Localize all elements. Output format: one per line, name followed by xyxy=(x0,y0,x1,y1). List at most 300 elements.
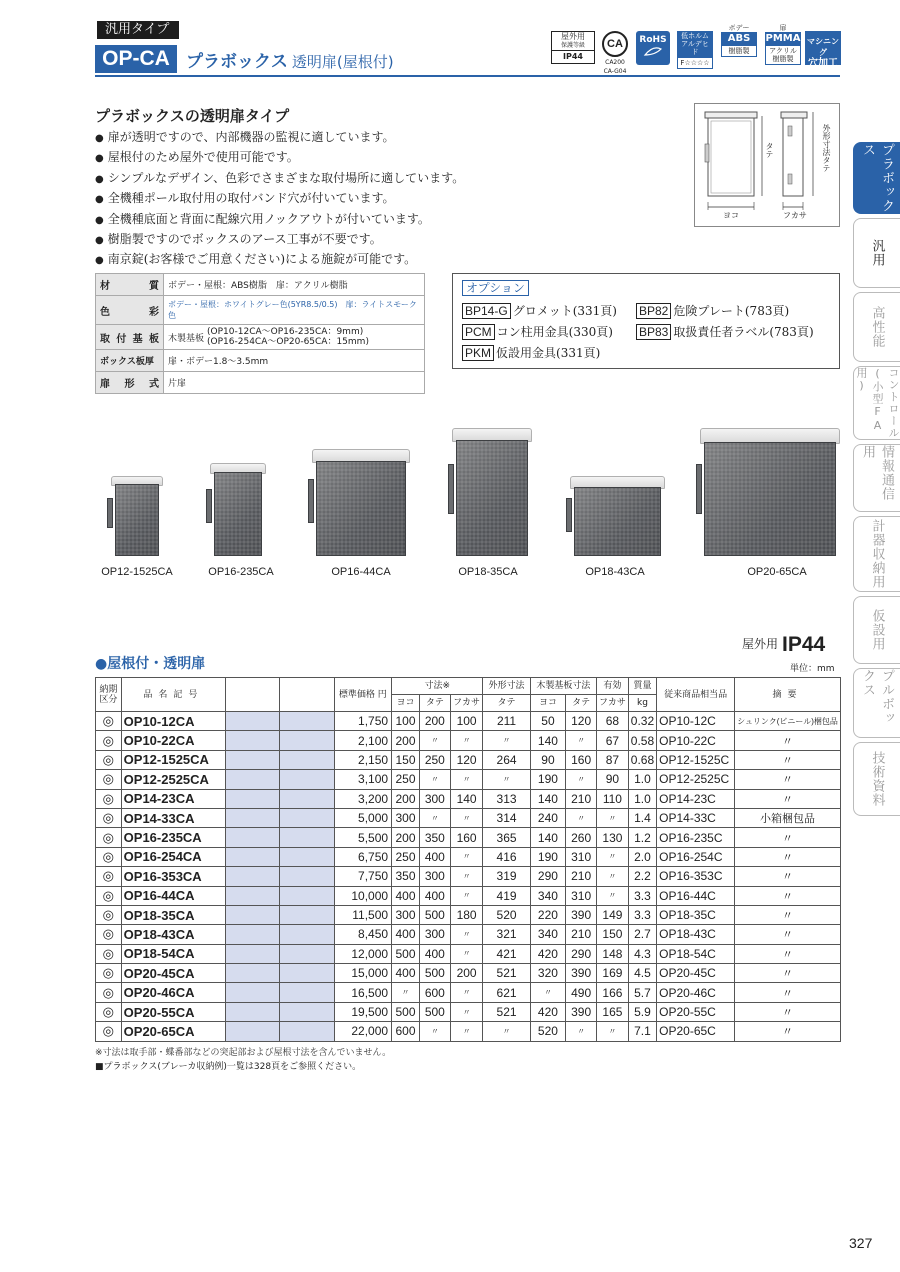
cell-board-tate: 210 xyxy=(566,789,597,808)
cell-effective-depth: 110 xyxy=(597,789,629,808)
footnote: ■プラボックス(ブレーカ収納例)一覧は328頁をご参照ください。 xyxy=(95,1062,362,1072)
machining-line-1: マシニング xyxy=(807,37,839,57)
cell-shade xyxy=(280,867,334,886)
features-title: プラボックスの透明扉タイプ xyxy=(95,107,290,125)
side-tab-pullbox[interactable]: プルボックス xyxy=(853,668,900,738)
cell-weight: 2.0 xyxy=(628,847,656,866)
cell-product-code: OP12-2525CA xyxy=(121,770,225,789)
cell-product-code: OP18-43CA xyxy=(121,925,225,944)
cell-note: 小箱梱包品 xyxy=(735,808,841,827)
feature-item: ● 全機種ポール取付用の取付バンド穴が付いています。 xyxy=(95,189,464,209)
cell-dim-fukasa: 180 xyxy=(450,905,483,924)
cell-dim-fukasa: 〃 xyxy=(450,867,483,886)
dim-yoko-label: ヨコ xyxy=(723,211,739,220)
cell-conventional-model: OP12-2525C xyxy=(657,770,735,789)
abs-label: ABS xyxy=(721,32,757,45)
cell-conventional-model: OP20-65C xyxy=(657,1022,735,1041)
cell-shade xyxy=(226,789,280,808)
spec-row xyxy=(96,325,425,350)
feature-item: ● 南京錠(お客様でご用意ください)による施錠が可能です。 xyxy=(95,250,464,270)
feature-item: ● 全機種底面と背面に配線穴用ノックアウトが付いています。 xyxy=(95,210,464,230)
cell-conventional-model: OP12-1525C xyxy=(657,750,735,769)
cell-dim-yoko: 600 xyxy=(392,1022,420,1041)
cell-shade xyxy=(226,964,280,983)
spec-value: 扉・ボデー1.8～3.5mm xyxy=(164,350,425,372)
cell-weight: 1.4 xyxy=(628,808,656,827)
feature-item: ● 樹脂製ですのでボックスのアース工事が不要です。 xyxy=(95,230,464,250)
cell-dim-yoko: 250 xyxy=(392,847,420,866)
spec-row xyxy=(96,372,425,394)
cell-delivery-symbol: ◎ xyxy=(96,1002,122,1021)
cell-shade xyxy=(226,867,280,886)
cell-board-yoko: 240 xyxy=(530,808,566,827)
cell-outer-tate: 521 xyxy=(483,964,530,983)
cell-dim-fukasa: 〃 xyxy=(450,731,483,750)
cell-dim-tate: 〃 xyxy=(419,1022,450,1041)
cell-outer-tate: 〃 xyxy=(483,770,530,789)
rohs-badge xyxy=(636,31,670,65)
cell-weight: 4.3 xyxy=(628,944,656,963)
cell-conventional-model: OP14-23C xyxy=(657,789,735,808)
cell-dim-tate: 400 xyxy=(419,886,450,905)
header-conv: 従来商品相当品 xyxy=(657,678,735,712)
cell-dim-tate: 〃 xyxy=(419,770,450,789)
cell-delivery-symbol: ◎ xyxy=(96,944,122,963)
features-list xyxy=(95,128,464,271)
cell-board-tate: 〃 xyxy=(566,808,597,827)
options-title: オプション xyxy=(462,280,529,296)
cell-delivery-symbol: ◎ xyxy=(96,867,122,886)
side-tab-technical[interactable]: 技術資料 xyxy=(853,742,900,816)
cell-product-code: OP14-33CA xyxy=(121,808,225,827)
formaldehyde-grade: F☆☆☆☆ xyxy=(677,57,713,69)
machining-badge xyxy=(805,31,841,69)
cell-note: 〃 xyxy=(735,847,841,866)
options-box xyxy=(452,273,840,369)
cell-price: 3,100 xyxy=(334,770,391,789)
cell-price: 16,500 xyxy=(334,983,391,1002)
ip-badge-mid: 保護等級 xyxy=(560,42,585,49)
cell-dim-fukasa: 〃 xyxy=(450,886,483,905)
header-rule xyxy=(95,75,840,77)
model-code: OP-CA xyxy=(95,45,177,73)
cell-note: 〃 xyxy=(735,886,841,905)
cell-board-tate: 160 xyxy=(566,750,597,769)
side-tab-plabox[interactable]: プラボックス xyxy=(853,142,900,214)
spec-value: 片扉 xyxy=(164,372,425,394)
table-row xyxy=(96,770,841,789)
cell-shade xyxy=(226,1002,280,1021)
cell-price: 15,000 xyxy=(334,964,391,983)
cell-note: 〃 xyxy=(735,770,841,789)
cell-board-tate: 310 xyxy=(566,886,597,905)
spec-row xyxy=(96,350,425,372)
ca-mark-icon: CA xyxy=(602,31,628,57)
cell-note: 〃 xyxy=(735,964,841,983)
cell-product-code: OP14-23CA xyxy=(121,789,225,808)
cell-board-yoko: 220 xyxy=(530,905,566,924)
option-item[interactable] xyxy=(636,302,789,319)
cell-dim-tate: 300 xyxy=(419,925,450,944)
cell-weight: 2.7 xyxy=(628,925,656,944)
cell-board-yoko: 340 xyxy=(530,925,566,944)
option-code: PKM xyxy=(462,345,494,361)
cell-dim-yoko: 350 xyxy=(392,867,420,886)
cell-weight: 0.68 xyxy=(628,750,656,769)
cell-delivery-symbol: ◎ xyxy=(96,964,122,983)
cell-board-yoko: 90 xyxy=(530,750,566,769)
cell-shade xyxy=(280,1022,334,1041)
cell-board-tate: 120 xyxy=(566,712,597,731)
cell-effective-depth: 165 xyxy=(597,1002,629,1021)
cell-price: 12,000 xyxy=(334,944,391,963)
cell-price: 3,200 xyxy=(334,789,391,808)
cell-outer-tate: 211 xyxy=(483,712,530,731)
cell-shade xyxy=(280,770,334,789)
side-tab-telecom[interactable]: 情報通信用 xyxy=(853,444,900,512)
cell-weight: 1.0 xyxy=(628,789,656,808)
cell-shade xyxy=(280,925,334,944)
cell-outer-tate: 321 xyxy=(483,925,530,944)
cell-price: 19,500 xyxy=(334,1002,391,1021)
spec-label: 色彩 xyxy=(96,296,164,325)
option-code: BP14-G xyxy=(462,303,511,319)
cell-dim-yoko: 300 xyxy=(392,905,420,924)
cell-effective-depth: 90 xyxy=(597,770,629,789)
cell-conventional-model: OP18-54C xyxy=(657,944,735,963)
cell-shade xyxy=(280,750,334,769)
cell-shade xyxy=(280,731,334,750)
cell-shade xyxy=(226,886,280,905)
feature-item: ● 扉が透明ですので、内部機器の監視に適しています。 xyxy=(95,128,464,148)
cell-price: 11,500 xyxy=(334,905,391,924)
table-row xyxy=(96,983,841,1002)
side-tab-meter[interactable]: 計器収納用 xyxy=(853,516,900,592)
table-row xyxy=(96,1002,841,1021)
cell-dim-yoko: 200 xyxy=(392,789,420,808)
cell-dim-tate: 500 xyxy=(419,905,450,924)
cell-board-yoko: 520 xyxy=(530,1022,566,1041)
product-table xyxy=(95,677,841,1042)
cell-dim-fukasa: 〃 xyxy=(450,1022,483,1041)
cell-effective-depth: 87 xyxy=(597,750,629,769)
cell-effective-depth: 150 xyxy=(597,925,629,944)
spec-value: ボデー・屋根：ABS樹脂 扉：アクリル樹脂 xyxy=(164,274,425,296)
page-title xyxy=(186,47,394,72)
cell-outer-tate: 313 xyxy=(483,789,530,808)
cell-effective-depth: 〃 xyxy=(597,1022,629,1041)
cell-dim-yoko: 150 xyxy=(392,750,420,769)
cell-board-yoko: 190 xyxy=(530,770,566,789)
cell-price: 1,750 xyxy=(334,712,391,731)
cell-dim-tate: 500 xyxy=(419,964,450,983)
cell-delivery-symbol: ◎ xyxy=(96,712,122,731)
header-weight: 質量 xyxy=(628,678,656,695)
cell-effective-depth: 148 xyxy=(597,944,629,963)
spec-label: 扉形式 xyxy=(96,372,164,394)
cell-shade xyxy=(280,847,334,866)
cell-board-yoko: 340 xyxy=(530,886,566,905)
cell-shade xyxy=(226,731,280,750)
subheader-fukasa: フカサ xyxy=(450,695,483,712)
page-number: 327 xyxy=(849,1235,873,1251)
cell-product-code: OP18-35CA xyxy=(121,905,225,924)
cell-conventional-model: OP18-43C xyxy=(657,925,735,944)
subheader-yoko: ヨコ xyxy=(392,695,420,712)
table-header-row xyxy=(96,678,841,695)
cell-dim-fukasa: 〃 xyxy=(450,944,483,963)
cell-conventional-model: OP16-235C xyxy=(657,828,735,847)
cell-conventional-model: OP16-353C xyxy=(657,867,735,886)
table-row xyxy=(96,1022,841,1041)
table-row xyxy=(96,944,841,963)
cell-dim-tate: 600 xyxy=(419,983,450,1002)
header-delivery: 納期区分 xyxy=(96,678,122,712)
cell-shade xyxy=(280,944,334,963)
leaf-icon xyxy=(643,47,663,56)
spec-board-notes: (OP10-12CA～OP16-235CA：9mm) (OP16-254CA～OP20-65CA：15mm) xyxy=(207,327,369,347)
feature-item: ● 屋根付のため屋外で使用可能です。 xyxy=(95,148,464,168)
cell-board-tate: 290 xyxy=(566,944,597,963)
cell-outer-tate: 621 xyxy=(483,983,530,1002)
cell-shade xyxy=(226,712,280,731)
cell-shade xyxy=(280,712,334,731)
cell-conventional-model: OP14-33C xyxy=(657,808,735,827)
option-item[interactable] xyxy=(462,344,600,361)
cell-weight: 5.9 xyxy=(628,1002,656,1021)
cell-weight: 1.0 xyxy=(628,770,656,789)
cell-board-tate: 490 xyxy=(566,983,597,1002)
cell-board-tate: 390 xyxy=(566,964,597,983)
cell-dim-tate: 300 xyxy=(419,867,450,886)
subtitle-text: 透明扉(屋根付) xyxy=(291,53,394,71)
cell-dim-tate: 〃 xyxy=(419,731,450,750)
cell-product-code: OP20-55CA xyxy=(121,1002,225,1021)
cell-dim-tate: 300 xyxy=(419,789,450,808)
cell-dim-yoko: 400 xyxy=(392,964,420,983)
cell-shade xyxy=(226,847,280,866)
cell-board-yoko: 50 xyxy=(530,712,566,731)
cell-dim-fukasa: 〃 xyxy=(450,983,483,1002)
cell-note: 〃 xyxy=(735,1022,841,1041)
cell-note: シュリンク(ビニール)梱包品 xyxy=(735,712,841,731)
cell-outer-tate: 365 xyxy=(483,828,530,847)
cell-product-code: OP20-45CA xyxy=(121,964,225,983)
cell-note: 〃 xyxy=(735,828,841,847)
dim-tate-label: タテ xyxy=(765,142,774,158)
cell-effective-depth: 130 xyxy=(597,828,629,847)
abs-material: 樹脂製 xyxy=(721,45,757,57)
cell-shade xyxy=(226,944,280,963)
cell-product-code: OP16-235CA xyxy=(121,828,225,847)
spec-row xyxy=(96,296,425,325)
cell-product-code: OP16-254CA xyxy=(121,847,225,866)
header-name: 品名記号 xyxy=(121,678,225,712)
header-board: 木製基板寸法 xyxy=(530,678,596,695)
cell-price: 7,750 xyxy=(334,867,391,886)
cell-shade xyxy=(226,1022,280,1041)
cell-dim-yoko: 300 xyxy=(392,808,420,827)
cell-price: 2,150 xyxy=(334,750,391,769)
option-code: BP82 xyxy=(636,303,671,319)
cell-delivery-symbol: ◎ xyxy=(96,983,122,1002)
table-body xyxy=(96,712,841,1042)
side-tab-temporary[interactable]: 仮設用 xyxy=(853,596,900,664)
side-tab-high-performance[interactable]: 高性能 xyxy=(853,292,900,362)
product-image xyxy=(312,449,410,556)
cell-conventional-model: OP10-22C xyxy=(657,731,735,750)
cell-delivery-symbol: ◎ xyxy=(96,847,122,866)
option-item[interactable] xyxy=(462,302,617,319)
table-row xyxy=(96,828,841,847)
cell-weight: 0.32 xyxy=(628,712,656,731)
cell-dim-tate: 500 xyxy=(419,1002,450,1021)
cell-weight: 3.3 xyxy=(628,905,656,924)
pmma-label: PMMA xyxy=(765,33,801,44)
cell-delivery-symbol: ◎ xyxy=(96,828,122,847)
cell-conventional-model: OP18-35C xyxy=(657,905,735,924)
cell-dim-fukasa: 160 xyxy=(450,828,483,847)
cell-dim-fukasa: 140 xyxy=(450,789,483,808)
spec-row xyxy=(96,274,425,296)
option-name: グロメット(331頁) xyxy=(512,304,617,318)
cell-board-tate: 210 xyxy=(566,925,597,944)
table-row xyxy=(96,847,841,866)
machining-line-2: 穴加工 xyxy=(808,58,838,69)
cell-effective-depth: 169 xyxy=(597,964,629,983)
cell-note: 〃 xyxy=(735,905,841,924)
cell-dim-fukasa: 〃 xyxy=(450,770,483,789)
cell-conventional-model: OP20-45C xyxy=(657,964,735,983)
table-row xyxy=(96,808,841,827)
cell-product-code: OP10-12CA xyxy=(121,712,225,731)
cell-board-yoko: 290 xyxy=(530,867,566,886)
header-shade-1 xyxy=(226,678,280,712)
cell-shade xyxy=(226,750,280,769)
cell-shade xyxy=(226,983,280,1002)
subheader-board-tate: タテ xyxy=(566,695,597,712)
cell-dim-tate: 200 xyxy=(419,712,450,731)
cell-note: 〃 xyxy=(735,731,841,750)
cell-effective-depth: 166 xyxy=(597,983,629,1002)
product-label: OP12-1525CA xyxy=(101,566,173,578)
side-tab-general[interactable]: 汎用 xyxy=(853,218,900,288)
cell-outer-tate: 416 xyxy=(483,847,530,866)
cell-price: 6,750 xyxy=(334,847,391,866)
cell-product-code: OP16-353CA xyxy=(121,867,225,886)
cell-note: 〃 xyxy=(735,789,841,808)
cell-board-tate: 390 xyxy=(566,1002,597,1021)
cell-price: 5,500 xyxy=(334,828,391,847)
cell-price: 22,000 xyxy=(334,1022,391,1041)
cell-board-tate: 〃 xyxy=(566,731,597,750)
cell-delivery-symbol: ◎ xyxy=(96,1022,122,1041)
cell-weight: 3.3 xyxy=(628,886,656,905)
cell-board-yoko: 140 xyxy=(530,789,566,808)
cell-product-code: OP16-44CA xyxy=(121,886,225,905)
spec-table xyxy=(95,273,425,394)
cell-note: 〃 xyxy=(735,925,841,944)
cell-note: 〃 xyxy=(735,944,841,963)
header-shade-2 xyxy=(280,678,334,712)
cell-outer-tate: 〃 xyxy=(483,1022,530,1041)
cell-product-code: OP20-46CA xyxy=(121,983,225,1002)
cell-dim-fukasa: 〃 xyxy=(450,1002,483,1021)
cell-dim-tate: 350 xyxy=(419,828,450,847)
cell-dim-fukasa: 200 xyxy=(450,964,483,983)
cell-board-yoko: 190 xyxy=(530,847,566,866)
cell-board-yoko: 〃 xyxy=(530,983,566,1002)
cell-board-yoko: 420 xyxy=(530,1002,566,1021)
cell-board-tate: 260 xyxy=(566,828,597,847)
table-row xyxy=(96,712,841,731)
cell-note: 〃 xyxy=(735,983,841,1002)
product-image xyxy=(570,476,665,556)
table-row xyxy=(96,925,841,944)
option-item[interactable] xyxy=(636,323,814,340)
cell-board-tate: 390 xyxy=(566,905,597,924)
spec-board-value: 木製基板 xyxy=(168,333,205,344)
cell-shade xyxy=(280,1002,334,1021)
product-label: OP20-65CA xyxy=(747,566,807,578)
option-item[interactable] xyxy=(462,323,613,340)
cell-dim-fukasa: 〃 xyxy=(450,847,483,866)
cell-dim-fukasa: 〃 xyxy=(450,925,483,944)
cell-delivery-symbol: ◎ xyxy=(96,886,122,905)
unit-label: 単位：mm xyxy=(790,664,835,674)
cell-board-yoko: 420 xyxy=(530,944,566,963)
cell-dim-yoko: 500 xyxy=(392,944,420,963)
cell-delivery-symbol: ◎ xyxy=(96,925,122,944)
cell-board-tate: 〃 xyxy=(566,770,597,789)
cell-shade xyxy=(280,828,334,847)
formaldehyde-badge xyxy=(677,31,713,69)
ca-code-1: CA200 xyxy=(605,59,625,66)
cell-outer-tate: 419 xyxy=(483,886,530,905)
cell-weight: 0.58 xyxy=(628,731,656,750)
cell-conventional-model: OP16-44C xyxy=(657,886,735,905)
cell-board-tate: 310 xyxy=(566,847,597,866)
table-row xyxy=(96,905,841,924)
cell-dim-yoko: 200 xyxy=(392,828,420,847)
cell-outer-tate: 421 xyxy=(483,944,530,963)
ip-badge-value: IP44 xyxy=(552,50,594,63)
cell-effective-depth: 〃 xyxy=(597,847,629,866)
cell-conventional-model: OP20-46C xyxy=(657,983,735,1002)
cell-conventional-model: OP10-12C xyxy=(657,712,735,731)
cell-dim-tate: 400 xyxy=(419,944,450,963)
pmma-badge xyxy=(765,24,801,65)
cell-shade xyxy=(280,886,334,905)
cell-price: 5,000 xyxy=(334,808,391,827)
cell-price: 8,450 xyxy=(334,925,391,944)
cell-outer-tate: 264 xyxy=(483,750,530,769)
cell-product-code: OP10-22CA xyxy=(121,731,225,750)
cell-outer-tate: 521 xyxy=(483,1002,530,1021)
cell-effective-depth: 149 xyxy=(597,905,629,924)
cell-weight: 7.1 xyxy=(628,1022,656,1041)
cell-outer-tate: 520 xyxy=(483,905,530,924)
option-name: コン柱用金具(330頁) xyxy=(496,325,613,339)
cell-weight: 1.2 xyxy=(628,828,656,847)
cell-delivery-symbol: ◎ xyxy=(96,905,122,924)
cell-note: 〃 xyxy=(735,1002,841,1021)
cell-delivery-symbol: ◎ xyxy=(96,731,122,750)
formaldehyde-top: 低ホルム アルデヒド xyxy=(677,31,713,57)
ip-badge xyxy=(551,31,595,64)
cell-shade xyxy=(280,964,334,983)
side-tab-control[interactable]: コントロール(小型FA用) xyxy=(855,367,900,439)
